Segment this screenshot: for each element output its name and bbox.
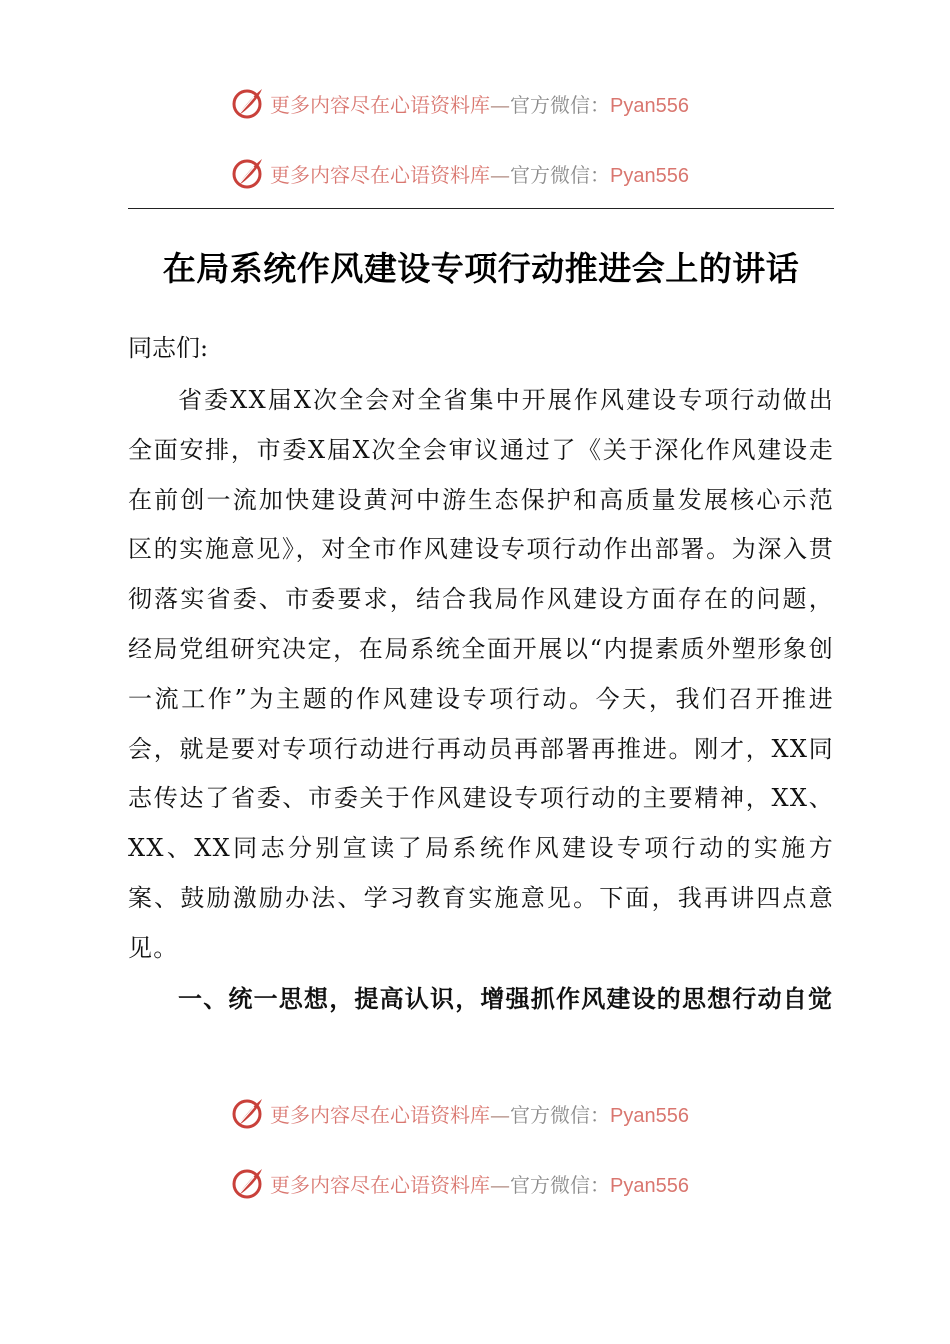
watermark-lead-text: 更多内容尽在心语资料库 <box>270 1172 490 1197</box>
watermark-banner-top-2 <box>230 153 750 193</box>
salutation: 同志们: <box>128 334 209 362</box>
watermark-wechat-id: Pyan556 <box>610 1104 689 1127</box>
watermark-official-text: 官方微信： <box>510 162 610 187</box>
watermark-official-text: 官方微信： <box>510 1172 610 1197</box>
header-divider <box>128 208 834 209</box>
body-paragraph: 省委XX届X次全会对全省集中开展作风建设专项行动做出全面安排，市委X届X次全会审议通过了《关于深化作风建设走在前创一流加快建设黄河中游生态保护和高质量发展核心示范区的实施意见》，对全市作风建设专项行动作出部署。为深入贯彻落实省委、市委要求，结合我局作风建设方面存在的问题，经局党组研究决定，在局系统全面开展以“内提素质外塑形象创一流工作”为主题的作风建设专项行动。今天，我们召开推进会，就是要对专项行动进行再动员再部署再推进。刚才，XX同志传达了省委、市委关于作风建设专项行动的主要精神，XX、XX、XX同志分别宣读了局系统作风建设专项行动的实施方案、鼓励激励办法、学习教育实施意见。下面，我再讲四点意见。 <box>128 386 834 962</box>
watermark-lead-text: 更多内容尽在心语资料库 <box>270 162 490 187</box>
watermark-dash: — <box>490 162 510 187</box>
watermark-banner-bottom-2 <box>230 1163 750 1203</box>
quill-pen-logo-icon <box>230 85 266 121</box>
watermark-banner-top-1 <box>230 83 750 123</box>
watermark-wechat-id: Pyan556 <box>610 164 689 187</box>
watermark-wechat-id: Pyan556 <box>610 94 689 117</box>
section-heading-1: 一、统一思想，提高认识，增强抓作风建设的思想行动自觉 <box>178 985 834 1013</box>
watermark-lead-text: 更多内容尽在心语资料库 <box>270 1102 490 1127</box>
watermark-dash: — <box>490 92 510 117</box>
document-title: 在局系统作风建设专项行动推进会上的讲话 <box>162 249 800 288</box>
quill-pen-logo-icon <box>230 155 266 191</box>
watermark-banner-bottom-1 <box>230 1093 750 1133</box>
watermark-lead-text: 更多内容尽在心语资料库 <box>270 92 490 117</box>
watermark-official-text: 官方微信： <box>510 92 610 117</box>
quill-pen-logo-icon <box>230 1095 266 1131</box>
watermark-official-text: 官方微信： <box>510 1102 610 1127</box>
watermark-dash: — <box>490 1102 510 1127</box>
watermark-dash: — <box>490 1172 510 1197</box>
watermark-wechat-id: Pyan556 <box>610 1174 689 1197</box>
quill-pen-logo-icon <box>230 1165 266 1201</box>
